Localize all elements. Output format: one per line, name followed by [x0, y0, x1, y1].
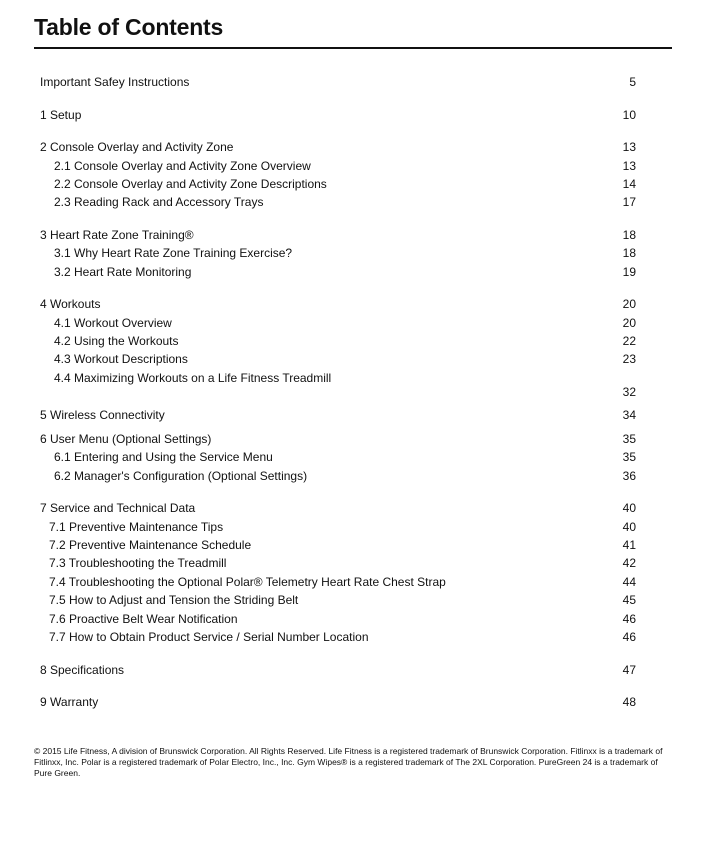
toc-entry-page: 35 [622, 450, 636, 464]
toc-entry-page: 10 [622, 108, 636, 122]
toc-entry-page: 18 [622, 246, 636, 260]
toc-entry-specifications[interactable] [0, 661, 702, 679]
toc-entry-label: 7.4 Troubleshooting the Optional Polar® Telemetry Heart Rate Chest Strap [49, 575, 446, 589]
toc-entry-page: 46 [622, 612, 636, 626]
toc-entry-page: 40 [622, 501, 636, 515]
toc-entry-label: Important Safey Instructions [40, 75, 190, 89]
toc-entry-7-4[interactable] [0, 573, 702, 591]
toc-entry-workouts[interactable] [0, 295, 702, 313]
toc-entry-4-4-page[interactable] [0, 383, 702, 401]
toc-entry-page: 20 [622, 297, 636, 311]
toc-entry-page: 45 [622, 593, 636, 607]
toc-entry-label: 9 Warranty [40, 695, 99, 709]
toc-entry-label: 6.1 Entering and Using the Service Menu [54, 450, 273, 464]
toc-entry-3-1[interactable] [0, 244, 702, 262]
toc-entry-page: 35 [622, 432, 636, 446]
toc-entry-page: 32 [622, 385, 636, 399]
toc-entry-6-1[interactable] [0, 448, 702, 466]
toc-entry-label: 3 Heart Rate Zone Training® [40, 228, 194, 242]
toc-entry-page: 13 [622, 159, 636, 173]
toc-entry-label: 4.2 Using the Workouts [54, 334, 179, 348]
toc-entry-2-2[interactable] [0, 175, 702, 193]
toc-entry-6-2[interactable] [0, 467, 702, 485]
toc-entry-4-1[interactable] [0, 314, 702, 332]
toc-entry-heart-rate[interactable] [0, 226, 702, 244]
toc-entry-label: 7.5 How to Adjust and Tension the Striding Belt [49, 593, 299, 607]
toc-entry-label: 6 User Menu (Optional Settings) [40, 432, 212, 446]
toc-entry-4-3[interactable] [0, 350, 702, 368]
toc-entry-label: 7.1 Preventive Maintenance Tips [49, 520, 224, 534]
toc-entry-page: 18 [622, 228, 636, 242]
toc-entry-label: 4.3 Workout Descriptions [54, 352, 188, 366]
toc-entry-label: 7.2 Preventive Maintenance Schedule [49, 538, 252, 552]
toc-entry-page: 36 [622, 469, 636, 483]
toc-entry-label: 7.3 Troubleshooting the Treadmill [49, 556, 227, 570]
toc-entry-console-overlay[interactable] [0, 138, 702, 156]
toc-entry-page: 23 [622, 352, 636, 366]
page-title: Table of Contents [34, 14, 224, 40]
toc-entry-label: 7.6 Proactive Belt Wear Notification [49, 612, 238, 626]
toc-entry-page: 41 [622, 538, 636, 552]
toc-entry-label: 4.1 Workout Overview [54, 316, 172, 330]
toc-entry-warranty[interactable] [0, 693, 702, 711]
title-divider [34, 47, 672, 49]
toc-entry-page: 19 [622, 265, 636, 279]
toc-entry-7-5[interactable] [0, 591, 702, 609]
toc-entry-label: 2 Console Overlay and Activity Zone [40, 140, 234, 154]
toc-entry-page: 20 [622, 316, 636, 330]
toc-entry-label: 3.2 Heart Rate Monitoring [54, 265, 192, 279]
toc-entry-page: 22 [622, 334, 636, 348]
toc-entry-label: 3.1 Why Heart Rate Zone Training Exercise? [54, 246, 293, 260]
toc-entry-label: 7 Service and Technical Data [40, 501, 196, 515]
toc-entry-page: 13 [622, 140, 636, 154]
toc-entry-safety[interactable] [0, 73, 702, 91]
toc-entry-7-2[interactable] [0, 536, 702, 554]
toc-entry-label: 4 Workouts [40, 297, 101, 311]
toc-entry-7-6[interactable] [0, 610, 702, 628]
toc-entry-page: 47 [622, 663, 636, 677]
toc-entry-7-7[interactable] [0, 628, 702, 646]
toc-entry-label: 2.2 Console Overlay and Activity Zone Descriptions [54, 177, 327, 191]
toc-entry-label: 2.3 Reading Rack and Accessory Trays [54, 195, 264, 209]
toc-entry-page: 34 [622, 408, 636, 422]
toc-entry-label: 4.4 Maximizing Workouts on a Life Fitness Treadmill [54, 371, 332, 385]
toc-entry-page: 42 [622, 556, 636, 570]
toc-entry-label: 5 Wireless Connectivity [40, 408, 165, 422]
toc-entry-setup[interactable] [0, 106, 702, 124]
toc-entry-7-3[interactable] [0, 554, 702, 572]
toc-entry-wireless[interactable] [0, 406, 702, 424]
toc-entry-label: 1 Setup [40, 108, 82, 122]
toc-entry-service[interactable] [0, 499, 702, 517]
toc-entry-3-2[interactable] [0, 263, 702, 281]
toc-entry-page: 17 [622, 195, 636, 209]
toc-entry-page: 40 [622, 520, 636, 534]
toc-entry-2-1[interactable] [0, 157, 702, 175]
toc-entry-page: 14 [622, 177, 636, 191]
toc-entry-page: 48 [622, 695, 636, 709]
toc-entry-label: 7.7 How to Obtain Product Service / Serial Number Location [49, 630, 369, 644]
toc-entry-label: 2.1 Console Overlay and Activity Zone Overview [54, 159, 311, 173]
toc-entry-label: 6.2 Manager's Configuration (Optional Settings) [54, 469, 308, 483]
toc-entry-page: 46 [622, 630, 636, 644]
toc-entry-user-menu[interactable] [0, 430, 702, 448]
toc-entry-4-2[interactable] [0, 332, 702, 350]
toc-entry-label: 8 Specifications [40, 663, 125, 677]
toc-entry-page: 44 [622, 575, 636, 589]
toc-entry-page: 5 [629, 75, 636, 89]
copyright-footer: © 2015 Life Fitness, A division of Brunswick Corporation. All Rights Reserved. Life Fitness is a registered trademark of Brunswick Corporation. Fitlinxx is a trademark of Fitlinxx, Inc. Polar is a registered trademark of Polar Electro, Inc., Inc. Gym Wipes® is a registered trademark of The 2XL Corporation. PureGreen 24 is a trademark of Pure Green. [34, 746, 663, 778]
toc-entry-2-3[interactable] [0, 193, 702, 211]
toc-entry-7-1[interactable] [0, 518, 702, 536]
